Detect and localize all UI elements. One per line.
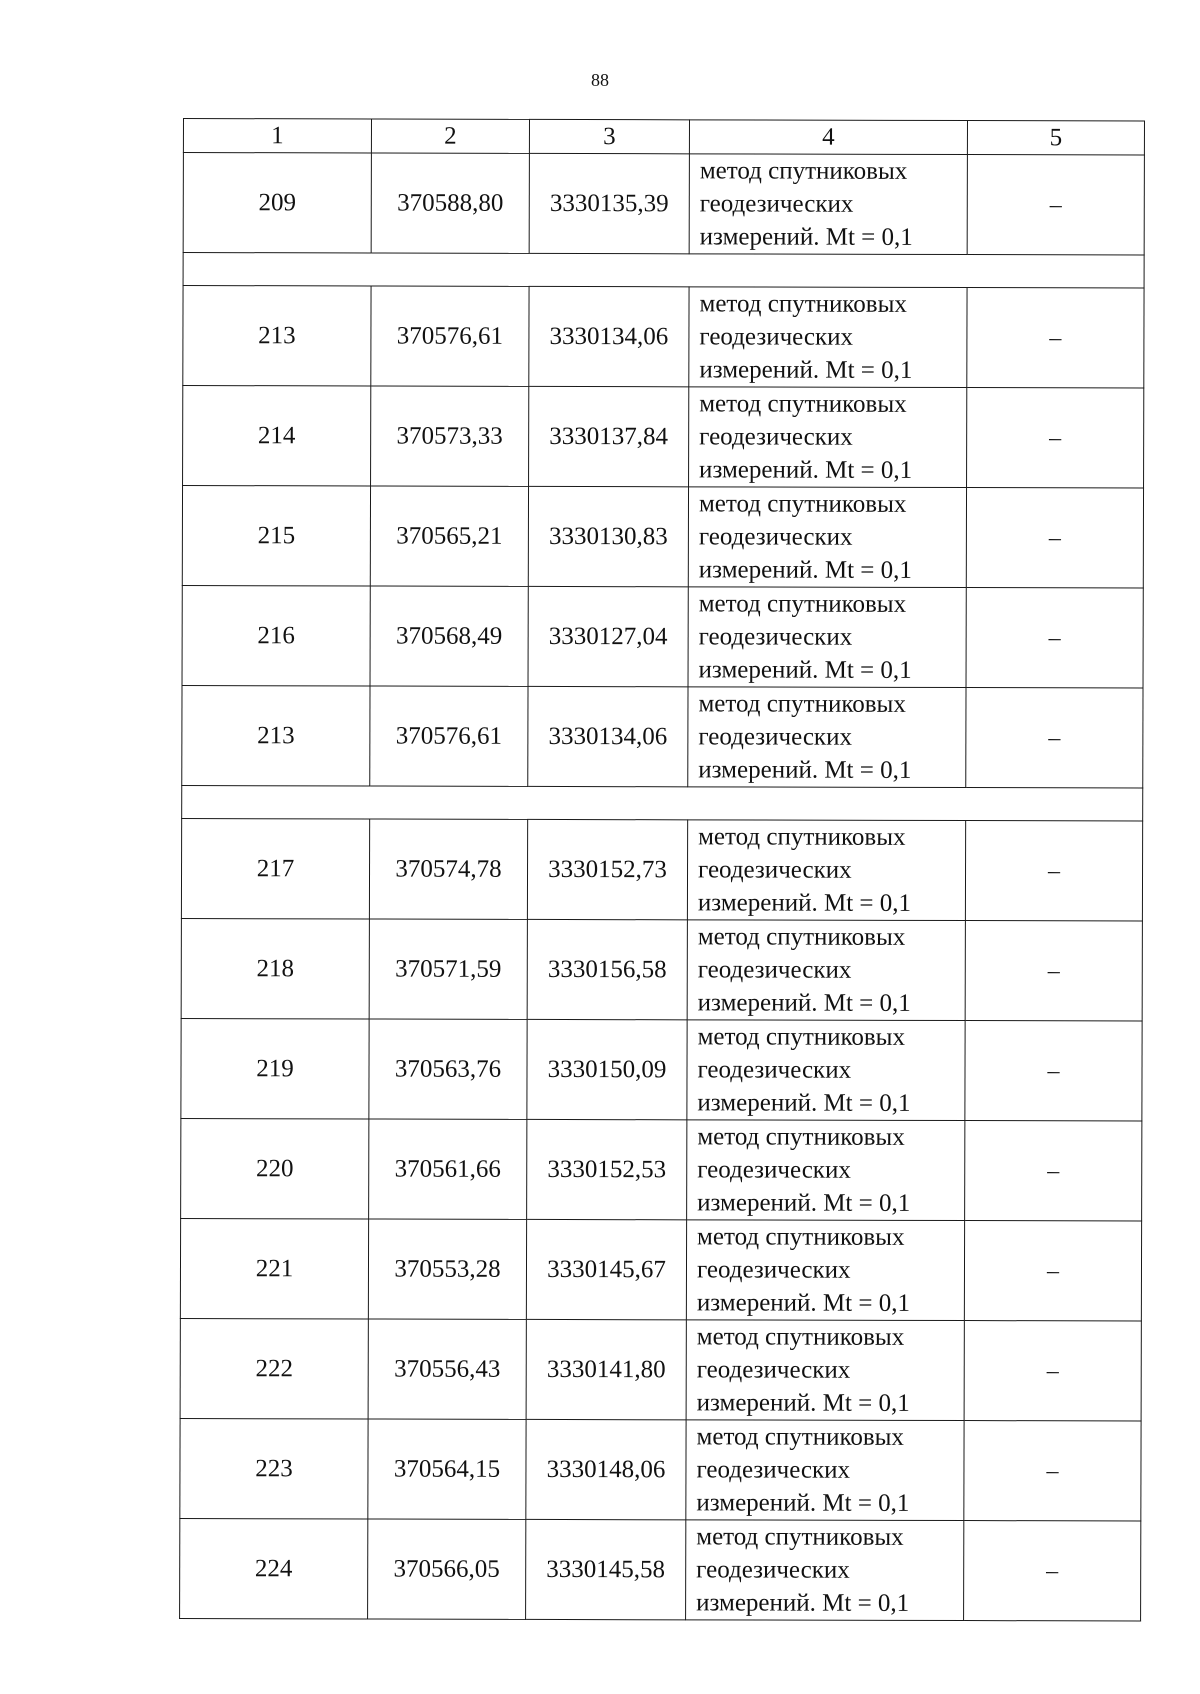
note-cell: – bbox=[965, 921, 1142, 1021]
method-text-line: геодезических bbox=[698, 623, 853, 651]
point-number-cell: 223 bbox=[180, 1418, 368, 1518]
method-text-line: геодезических bbox=[697, 856, 852, 884]
y-coordinate-cell: 3330152,53 bbox=[527, 1119, 687, 1219]
column-header: 5 bbox=[967, 121, 1144, 155]
point-number-cell: 222 bbox=[180, 1318, 368, 1418]
method-text-line: геодезических bbox=[696, 1456, 851, 1484]
method-text-line: измерений. Mt = 0,1 bbox=[696, 1389, 910, 1417]
y-coordinate-cell: 3330156,58 bbox=[527, 919, 687, 1019]
x-coordinate-cell: 370565,21 bbox=[370, 486, 528, 586]
method-text-line: геодезических bbox=[696, 1356, 851, 1384]
separator-row bbox=[182, 785, 1143, 821]
table-row bbox=[182, 486, 1143, 589]
method-text-line: геодезических bbox=[698, 723, 853, 751]
page-number: 88 bbox=[591, 70, 609, 90]
table-row bbox=[183, 286, 1144, 389]
y-coordinate-cell: 3330134,06 bbox=[528, 686, 688, 786]
method-text-line: геодезических bbox=[699, 423, 853, 451]
x-coordinate-cell: 370576,61 bbox=[371, 286, 529, 386]
method-cell bbox=[686, 1420, 964, 1521]
point-number-cell: 213 bbox=[182, 685, 370, 785]
table-row bbox=[182, 685, 1143, 788]
method-text-line: измерений. Mt = 0,1 bbox=[698, 656, 912, 684]
note-cell: – bbox=[965, 821, 1142, 921]
method-text-line: геодезических bbox=[698, 523, 853, 551]
method-text-line: измерений. Mt = 0,1 bbox=[697, 989, 911, 1017]
table-header-row bbox=[183, 119, 1144, 156]
x-coordinate-cell: 370568,49 bbox=[370, 586, 528, 686]
method-text-line: геодезических bbox=[699, 190, 854, 218]
x-coordinate-cell: 370574,78 bbox=[369, 819, 527, 919]
method-text-line: геодезических bbox=[697, 956, 852, 984]
coordinates-table bbox=[179, 118, 1145, 1622]
point-number-cell: 218 bbox=[181, 918, 369, 1018]
method-text-line: метод спутниковых bbox=[698, 590, 907, 618]
method-text-line: метод спутниковых bbox=[697, 1223, 905, 1251]
method-text-line: метод спутниковых bbox=[698, 823, 906, 851]
note-cell: – bbox=[964, 1421, 1141, 1521]
y-coordinate-cell: 3330150,09 bbox=[527, 1019, 687, 1119]
table-row bbox=[181, 918, 1142, 1021]
point-number-cell: 220 bbox=[181, 1118, 369, 1218]
method-text-line: метод спутниковых bbox=[697, 923, 906, 951]
point-number-cell: 209 bbox=[183, 153, 371, 253]
method-cell bbox=[688, 587, 966, 688]
method-text-line: измерений. Mt = 0,1 bbox=[697, 1089, 911, 1117]
method-cell bbox=[689, 154, 967, 255]
table-body bbox=[180, 153, 1145, 1622]
method-text-line: метод спутниковых bbox=[698, 690, 906, 718]
x-coordinate-cell: 370553,28 bbox=[368, 1219, 526, 1319]
y-coordinate-cell: 3330134,06 bbox=[529, 286, 689, 386]
x-coordinate-cell: 370563,76 bbox=[369, 1019, 527, 1119]
method-text-line: метод спутниковых bbox=[698, 490, 907, 518]
x-coordinate-cell: 370571,59 bbox=[369, 919, 527, 1019]
note-cell: – bbox=[967, 155, 1144, 255]
x-coordinate-cell: 370561,66 bbox=[369, 1119, 527, 1219]
separator-cell bbox=[182, 785, 1143, 821]
note-cell: – bbox=[965, 1121, 1142, 1221]
method-text-line: метод спутниковых bbox=[697, 1123, 905, 1151]
separator-cell bbox=[183, 253, 1144, 289]
method-text-line: измерений. Mt = 0,1 bbox=[696, 1289, 911, 1317]
column-header: 2 bbox=[371, 119, 529, 153]
table-row bbox=[180, 1318, 1141, 1421]
method-text-line: измерений. Mt = 0,1 bbox=[699, 223, 913, 251]
method-text-line: измерений. Mt = 0,1 bbox=[699, 356, 913, 384]
method-cell bbox=[686, 1220, 964, 1321]
x-coordinate-cell: 370588,80 bbox=[371, 153, 529, 253]
note-cell: – bbox=[966, 488, 1143, 588]
y-coordinate-cell: 3330152,73 bbox=[527, 819, 687, 919]
column-header: 3 bbox=[529, 119, 689, 153]
method-text-line: метод спутниковых bbox=[696, 1523, 904, 1551]
method-cell bbox=[689, 287, 967, 388]
table-row bbox=[182, 585, 1143, 688]
method-cell bbox=[689, 387, 967, 488]
point-number-cell: 214 bbox=[183, 386, 371, 486]
y-coordinate-cell: 3330135,39 bbox=[529, 153, 689, 253]
point-number-cell: 213 bbox=[183, 286, 371, 386]
note-cell: – bbox=[967, 288, 1144, 388]
note-cell: – bbox=[964, 1221, 1141, 1321]
note-cell: – bbox=[964, 1321, 1141, 1421]
y-coordinate-cell: 3330145,58 bbox=[526, 1519, 686, 1619]
method-text-line: метод спутниковых bbox=[699, 157, 908, 185]
table-row bbox=[180, 1418, 1141, 1521]
point-number-cell: 224 bbox=[180, 1518, 368, 1618]
y-coordinate-cell: 3330148,06 bbox=[526, 1419, 686, 1519]
method-text-line: геодезических bbox=[697, 1156, 851, 1184]
point-number-cell: 217 bbox=[181, 818, 369, 918]
table-row bbox=[180, 1518, 1141, 1621]
method-cell bbox=[687, 920, 965, 1021]
y-coordinate-cell: 3330137,84 bbox=[529, 386, 689, 486]
column-header: 1 bbox=[183, 119, 371, 153]
y-coordinate-cell: 3330145,67 bbox=[526, 1219, 686, 1319]
x-coordinate-cell: 370573,33 bbox=[371, 386, 529, 486]
method-text-line: измерений. Mt = 0,1 bbox=[696, 1489, 910, 1517]
table-row bbox=[183, 386, 1144, 489]
point-number-cell: 215 bbox=[182, 486, 370, 586]
method-cell bbox=[686, 1520, 964, 1621]
method-cell bbox=[688, 687, 966, 788]
method-text-line: измерений. Mt = 0,1 bbox=[697, 889, 912, 917]
point-number-cell: 221 bbox=[180, 1218, 368, 1318]
method-cell bbox=[688, 487, 966, 588]
point-number-cell: 219 bbox=[181, 1018, 369, 1118]
column-header: 4 bbox=[689, 120, 967, 155]
x-coordinate-cell: 370556,43 bbox=[368, 1319, 526, 1419]
y-coordinate-cell: 3330127,04 bbox=[528, 586, 688, 686]
note-cell: – bbox=[966, 588, 1143, 688]
x-coordinate-cell: 370564,15 bbox=[368, 1419, 526, 1519]
table-row bbox=[181, 818, 1142, 921]
method-text-line: измерений. Mt = 0,1 bbox=[698, 756, 912, 784]
table-row bbox=[181, 1018, 1142, 1121]
method-text-line: измерений. Mt = 0,1 bbox=[697, 1189, 911, 1217]
note-cell: – bbox=[967, 388, 1144, 488]
method-text-line: геодезических bbox=[697, 1056, 852, 1084]
method-text-line: геодезических bbox=[696, 1556, 850, 1584]
method-text-line: метод спутниковых bbox=[699, 290, 907, 318]
note-cell: – bbox=[966, 688, 1143, 788]
method-text-line: геодезических bbox=[699, 323, 854, 351]
method-text-line: метод спутниковых bbox=[696, 1423, 904, 1451]
method-text-line: метод спутниковых bbox=[699, 390, 907, 418]
table-row bbox=[181, 1118, 1142, 1221]
x-coordinate-cell: 370576,61 bbox=[370, 686, 528, 786]
method-text-line: метод спутниковых bbox=[697, 1023, 906, 1051]
method-cell bbox=[687, 1120, 965, 1221]
method-text-line: измерений. Mt = 0,1 bbox=[698, 556, 912, 584]
method-text-line: геодезических bbox=[696, 1256, 851, 1284]
table-row bbox=[180, 1218, 1141, 1321]
separator-row bbox=[183, 253, 1144, 289]
point-number-cell: 216 bbox=[182, 585, 370, 685]
y-coordinate-cell: 3330130,83 bbox=[528, 486, 688, 586]
method-text-line: измерений. Mt = 0,1 bbox=[696, 1589, 910, 1617]
method-text-line: измерений. Mt = 0,1 bbox=[699, 456, 913, 484]
note-cell: – bbox=[964, 1521, 1141, 1621]
method-cell bbox=[687, 1020, 965, 1121]
method-cell bbox=[686, 1320, 964, 1421]
method-text-line: метод спутниковых bbox=[696, 1323, 905, 1351]
method-cell bbox=[687, 820, 965, 921]
x-coordinate-cell: 370566,05 bbox=[368, 1519, 526, 1619]
note-cell: – bbox=[965, 1021, 1142, 1121]
y-coordinate-cell: 3330141,80 bbox=[526, 1319, 686, 1419]
table-row bbox=[183, 153, 1144, 256]
